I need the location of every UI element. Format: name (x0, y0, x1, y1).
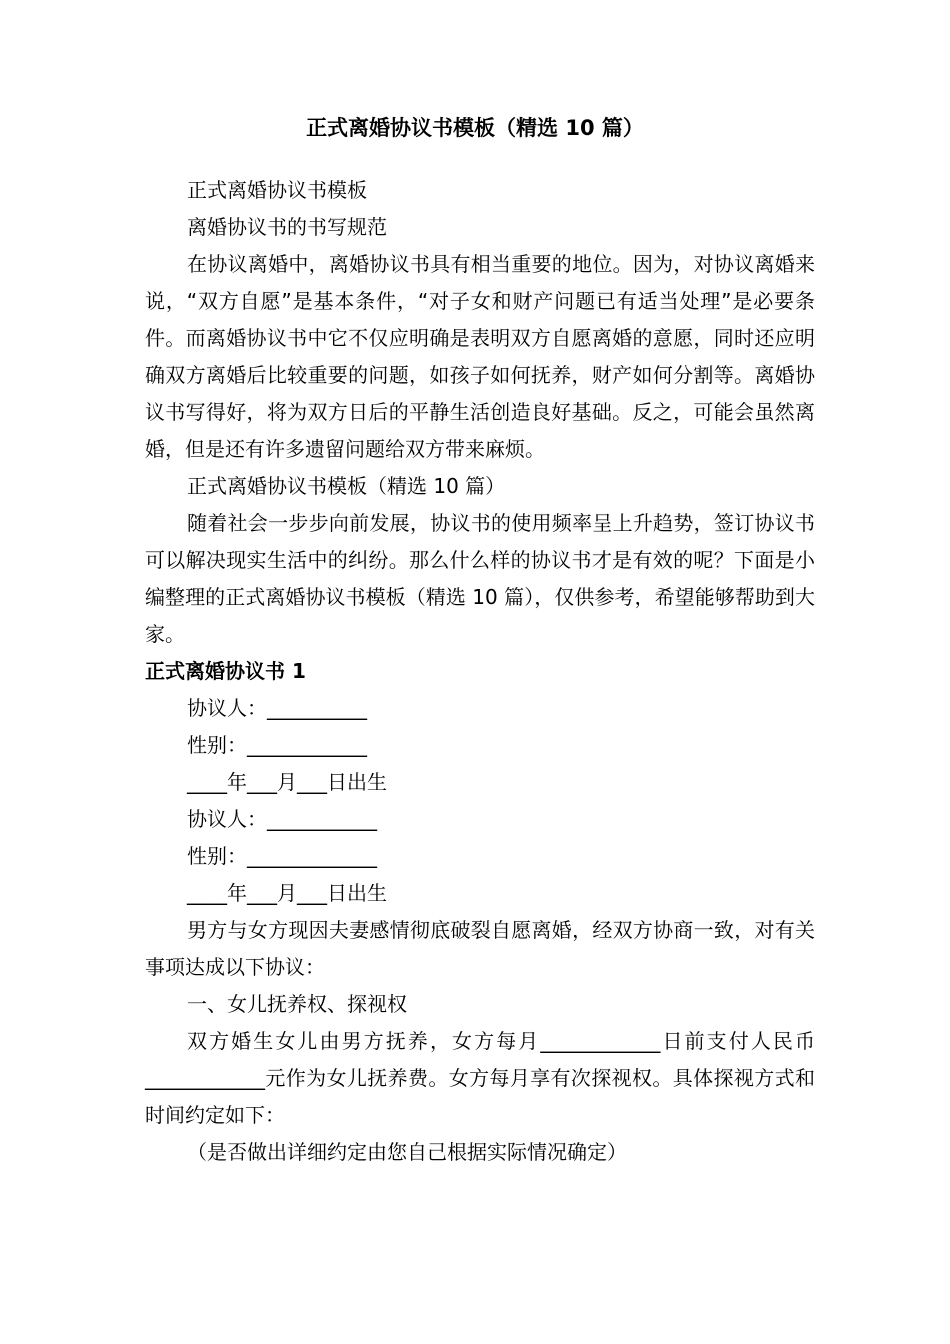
party-name-field: 协议人：__________ (187, 696, 367, 720)
intro-paragraph: 随着社会一步步向前发展，协议书的使用频率呈上升趋势，签订协议书可以解决现实生活中的纠纷。那么什么样的协议书才是有效的呢？下面是小编整理的正式离婚协议书模板（精选 10 篇），仅供参考，希望能够帮助到大家。 (145, 511, 815, 646)
document-title: 正式离婚协议书模板（精选 10 篇） (306, 116, 644, 140)
intro-paragraph: 在协议离婚中，离婚协议书具有相当重要的地位。因为，对协议离婚来说，“双方自愿”是基本条件，“对子女和财产问题已有适当处理”是必要条件。而离婚协议书中它不仅应明确是表明双方自愿离婚的意愿，同时还应明确双方离婚后比较重要的问题，如孩子如何抚养，财产如何分割等。离婚协议书写得好，将为双方日后的平静生活创造良好基础。反之，可能会虽然离婚，但是还有许多遗留问题给双方带来麻烦。 (145, 252, 815, 461)
clause-note: （是否做出详细约定由您自己根据实际情况确定） (187, 1140, 627, 1164)
clause-body: 双方婚生女儿由男方抚养，女方每月____________日前支付人民币____________元作为女儿抚养费。女方每月享有次探视权。具体探视方式和时间约定如下： (145, 1029, 815, 1127)
clause-title: 一、女儿抚养权、探视权 (187, 992, 407, 1016)
agreement-paragraph: 男方与女方现因夫妻感情彻底破裂自愿离婚，经双方协商一致，对有关事项达成以下协议： (145, 918, 815, 979)
party-birth-field: ____年___月___日出生 (187, 770, 387, 794)
party-birth-field: ____年___月___日出生 (187, 881, 387, 905)
document-body (145, 172, 815, 1171)
party-name-field: 协议人：___________ (187, 807, 377, 831)
party-gender-field: 性别：____________ (187, 733, 367, 757)
intro-line: 离婚协议书的书写规范 (187, 215, 387, 239)
intro-line: 正式离婚协议书模板（精选 10 篇） (187, 474, 506, 498)
intro-line: 正式离婚协议书模板 (187, 178, 367, 202)
party-gender-field: 性别：_____________ (187, 844, 377, 868)
section-heading: 正式离婚协议书 1 (145, 659, 306, 683)
